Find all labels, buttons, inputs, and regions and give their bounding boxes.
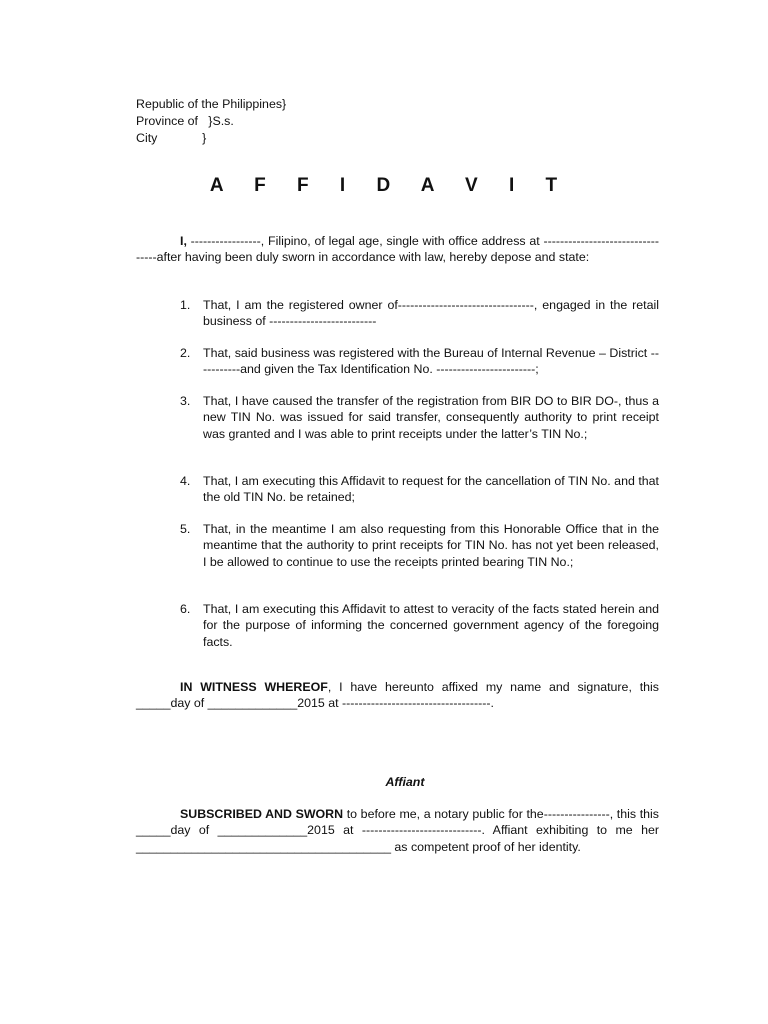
item-text: That, I have caused the transfer of the registration from BIR DO to BIR DO-, thus a new TIN No. was issued for said transfer, consequently authority to print receipt was granted and I was able to print receipts under the latter’s TIN No.; — [203, 394, 659, 441]
venue-republic: Republic of the Philippines} — [136, 97, 287, 111]
item-number: 3. — [180, 394, 191, 408]
item-number: 5. — [180, 522, 191, 536]
item-text: That, I am the registered owner of---------------------------------, engaged in the retail business of -------------------------- — [203, 298, 659, 329]
sworn-lead: SUBSCRIBED AND SWORN — [180, 807, 344, 821]
venue-city: City } — [136, 131, 207, 145]
item-number: 2. — [180, 346, 191, 360]
item-text: That, said business was registered with the Bureau of Internal Revenue – District -----------and given the Tax Identification No. ------------------------; — [203, 346, 659, 377]
item-text: That, in the meantime I am also requesting from this Honorable Office that in the meantime that the authority to print receipts for TIN No. has not yet been released, I be allowed to continue to use the receipts printed bearing TIN No.; — [203, 522, 659, 569]
venue-province: Province of }S.s. — [136, 114, 234, 128]
sworn-text: to before me, a notary public for the----------------, this this _____day of _____________2015 at -----------------------------. Affiant exhibiting to me her _____________________________________ as competent proof of her identity. — [136, 807, 659, 854]
intro-text: -----------------, Filipino, of legal age, single with office address at ---------------------------------after having been duly sworn in accordance with law, hereby depose and state: — [136, 234, 659, 265]
document-title: A F F I D A V I T — [209, 175, 571, 196]
item-number: 4. — [180, 474, 191, 488]
item-number: 1. — [180, 298, 191, 312]
intro-lead: I, — [180, 234, 187, 248]
intro-paragraph — [136, 233, 659, 266]
affiant-label: Affiant — [385, 775, 425, 789]
witness-lead: IN WITNESS WHEREOF — [180, 680, 328, 694]
item-text: That, I am executing this Affidavit to request for the cancellation of TIN No. and that the old TIN No. be retained; — [203, 474, 659, 505]
venue-header — [136, 96, 286, 147]
item-text: That, I am executing this Affidavit to attest to veracity of the facts stated herein and for the purpose of informing the concerned government agency of the foregoing facts. — [203, 602, 659, 649]
sworn-paragraph — [136, 806, 659, 855]
item-number: 6. — [180, 602, 191, 616]
witness-text: , I have hereunto affixed my name and signature, this _____day of _____________2015 at ------------------------------------. — [136, 680, 659, 711]
witness-paragraph — [136, 679, 659, 712]
